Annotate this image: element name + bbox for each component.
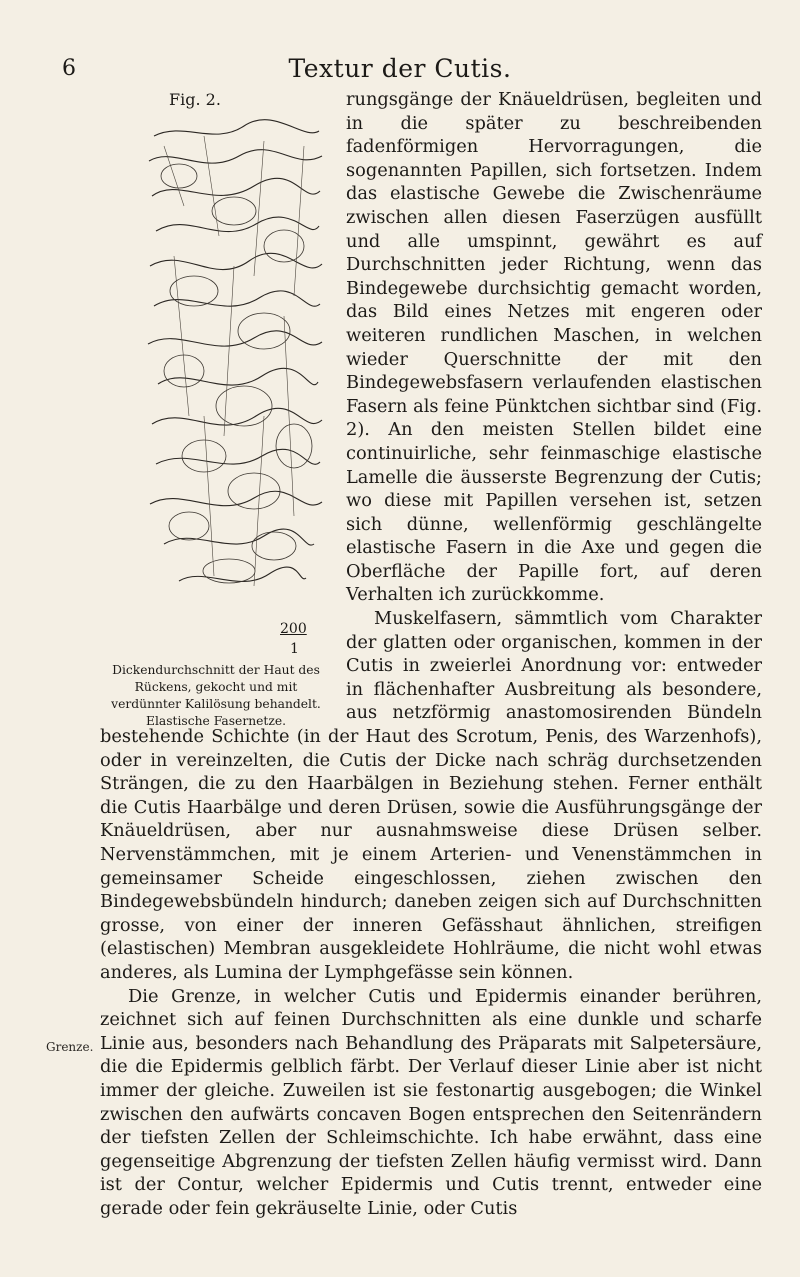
running-head: Textur der Cutis. <box>288 54 512 83</box>
body-text <box>100 88 762 1221</box>
page-header <box>0 52 800 88</box>
scale-denominator: 1 <box>290 641 299 657</box>
figure <box>100 86 328 728</box>
margin-note: Grenze. <box>46 1040 94 1054</box>
figure-caption: Dickendurchschnitt der Haut des Rückens, gekocht und mit verdünnter Kalilösung behandelt. Elastische Fasernetze. <box>111 663 321 728</box>
paragraph-grenze: Die Grenze, in welcher Cutis und Epidermis einander berühren, zeichnet sich auf feinen Durchschnitten als eine dunkle und scharfe Linie aus, besonders nach Behandlung des Präparats mit Salpetersäure, die die Epidermis gelblich färbt. Der Verlauf dieser Linie aber ist nicht immer der gleiche. Zuweilen ist sie festonartig ausgebogen; die Winkel zwischen den aufwärts concaven Bogen entsprechen den Seitenrändern der tiefsten Zellen der Schleimschichte. Ich habe erwähnt, dass eine gegenseitige Abgrenzung der tiefsten Zellen häufig vermisst wird. Dann ist der Contur, welcher Epidermis und Cutis trennt, entweder eine gerade oder fein gekräuselte Linie, oder Cutis <box>100 985 762 1219</box>
paragraph-muskelfasern: Muskelfasern, sämmtlich vom Charakter der glatten oder organischen, kommen in der Cutis in zweierlei Anordnung vor: entweder in flächenhafter Ausbreitung als besondere, aus netzförmig anastomosirenden Bündeln bestehende Schichte (in der Haut des Scrotum, Penis, des Warzenhofs), oder in vereinzelten, die Cutis der Dicke nach schräg durchsetzenden Strängen, die zu den Haarbälgen in Beziehung stehen. Ferner enthält die Cutis Haarbälge und deren Drüsen, sowie die Ausführungsgänge der Knäueldrüsen, aber nur ausnahmsweise diese Drüsen selber. Nervenstämmchen, mit je einem Arterien- und Venenstämmchen in gemeinsamer Scheide eingeschlossen, ziehen zwischen den Bindegewebsbündeln hindurch; daneben zeigen sich auf Durchschnitten grosse, von einer der inneren Gefässhaut ähnlichen, streifigen (elastischen) Membran ausgekleidete Hohlräume, die nicht wohl etwas anderes, als Lumina der Lymphgefässe sein können. <box>100 608 762 983</box>
page-number: 6 <box>62 56 76 81</box>
scale-numerator: 200 <box>280 621 307 637</box>
elastic-fiber-network-illustration <box>144 116 324 606</box>
figure-label: Fig. 2. <box>169 90 221 109</box>
paragraph-continuation: rungsgänge der Knäueldrüsen, begleiten und in die später zu beschreibenden fadenförmigen Hervorragungen, die sogenannten Papillen, sich fortsetzen. Indem das elastische Gewebe die Zwischenräume zwischen allen diesen Faserzügen ausfüllt und alle umspinnt, gewährt es auf Durchschnitten jeder Richtung, wenn das Bindegewebe durchsichtig gemacht worden, das Bild eines Netzes mit engeren oder weiteren rundlichen Maschen, in welchen wieder Querschnitte der mit den Bindegewebsfasern verlaufenden elastischen Fasern als feine Pünktchen sichtbar sind (Fig. 2). An den meisten Stellen bildet eine continuirliche, sehr feinmaschige elastische Lamelle die äusserste Begrenzung der Cutis; wo diese mit Papillen versehen ist, setzen sich dünne, wellenförmig geschlängelte elastische Fasern in die Axe und gegen die Oberfläche der Papille fort, auf deren Verhalten ich zurückkomme. <box>346 89 762 606</box>
